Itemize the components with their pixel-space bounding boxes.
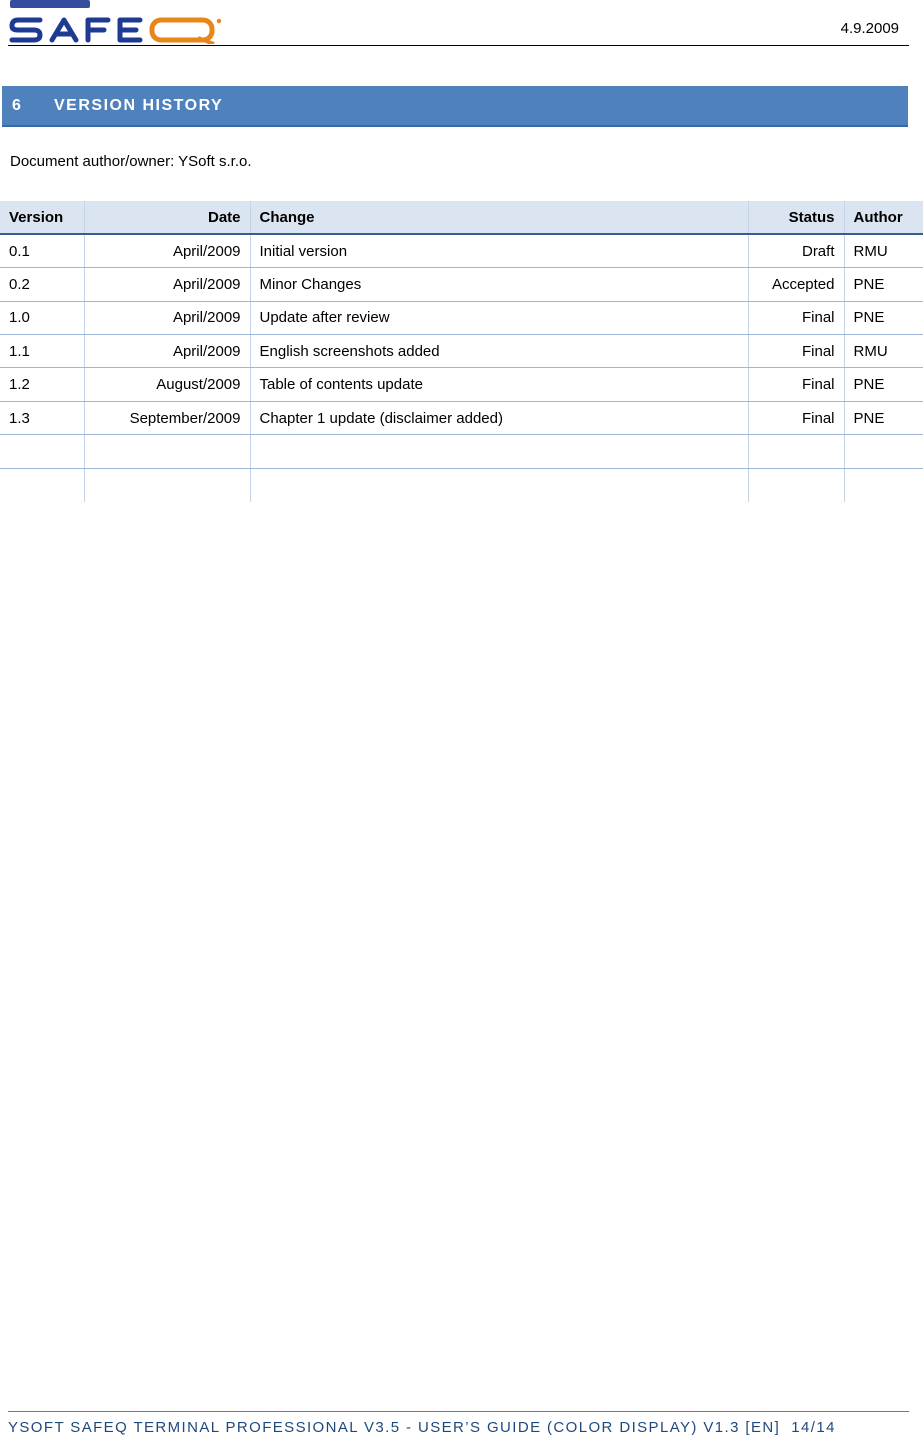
cell-version <box>0 435 84 468</box>
cell-change <box>250 435 748 468</box>
table-header-row <box>0 201 923 234</box>
cell-change: English screenshots added <box>250 335 748 368</box>
document-date: 4.9.2009 <box>840 20 899 37</box>
cell-version <box>0 468 84 501</box>
document-author-line: Document author/owner: YSoft s.r.o. <box>10 153 252 170</box>
page-number: 14/14 <box>791 1419 836 1436</box>
cell-status <box>748 435 844 468</box>
version-history-table <box>0 201 923 502</box>
table-row <box>0 335 923 368</box>
cell-date <box>84 435 250 468</box>
cell-status: Final <box>748 335 844 368</box>
cell-version: 1.2 <box>0 368 84 401</box>
cell-author: PNE <box>844 301 923 334</box>
cell-change: Initial version <box>250 234 748 267</box>
footer-document-title: YSOFT SAFEQ TERMINAL PROFESSIONAL V3.5 - USER’S GUIDE (COLOR DISPLAY) V1.3 [EN] <box>8 1419 781 1436</box>
cell-change: Chapter 1 update (disclaimer added) <box>250 401 748 434</box>
table-row <box>0 401 923 434</box>
cell-version: 1.1 <box>0 335 84 368</box>
cell-version: 1.0 <box>0 301 84 334</box>
cell-change: Update after review <box>250 301 748 334</box>
table-row-empty <box>0 468 923 501</box>
table-row <box>0 234 923 267</box>
page-footer <box>8 1419 836 1436</box>
cell-version: 0.1 <box>0 234 84 267</box>
cell-version: 1.3 <box>0 401 84 434</box>
column-header-status: Status <box>748 201 844 234</box>
footer-divider <box>8 1411 909 1412</box>
cell-status <box>748 468 844 501</box>
cell-status: Final <box>748 368 844 401</box>
cell-date: August/2009 <box>84 368 250 401</box>
cell-author: PNE <box>844 268 923 301</box>
cell-date <box>84 468 250 501</box>
cell-author: PNE <box>844 401 923 434</box>
header-divider <box>8 45 909 46</box>
cell-author: RMU <box>844 335 923 368</box>
cell-date: September/2009 <box>84 401 250 434</box>
table-row <box>0 368 923 401</box>
cell-author <box>844 468 923 501</box>
cell-date: April/2009 <box>84 234 250 267</box>
cell-date: April/2009 <box>84 335 250 368</box>
ysoft-safeq-logo <box>8 0 223 44</box>
cell-date: April/2009 <box>84 301 250 334</box>
column-header-date: Date <box>84 201 250 234</box>
cell-change: Minor Changes <box>250 268 748 301</box>
column-header-change: Change <box>250 201 748 234</box>
cell-date: April/2009 <box>84 268 250 301</box>
page-header <box>0 0 923 48</box>
section-heading <box>2 86 908 127</box>
cell-status: Final <box>748 301 844 334</box>
column-header-author: Author <box>844 201 923 234</box>
cell-change <box>250 468 748 501</box>
cell-status: Accepted <box>748 268 844 301</box>
table-row <box>0 301 923 334</box>
table-row <box>0 268 923 301</box>
cell-author <box>844 435 923 468</box>
section-title: VERSION HISTORY <box>54 97 224 114</box>
column-header-version: Version <box>0 201 84 234</box>
cell-author: RMU <box>844 234 923 267</box>
cell-change: Table of contents update <box>250 368 748 401</box>
cell-author: PNE <box>844 368 923 401</box>
section-number: 6 <box>12 97 23 114</box>
table-row-empty <box>0 435 923 468</box>
cell-status: Final <box>748 401 844 434</box>
cell-status: Draft <box>748 234 844 267</box>
cell-version: 0.2 <box>0 268 84 301</box>
